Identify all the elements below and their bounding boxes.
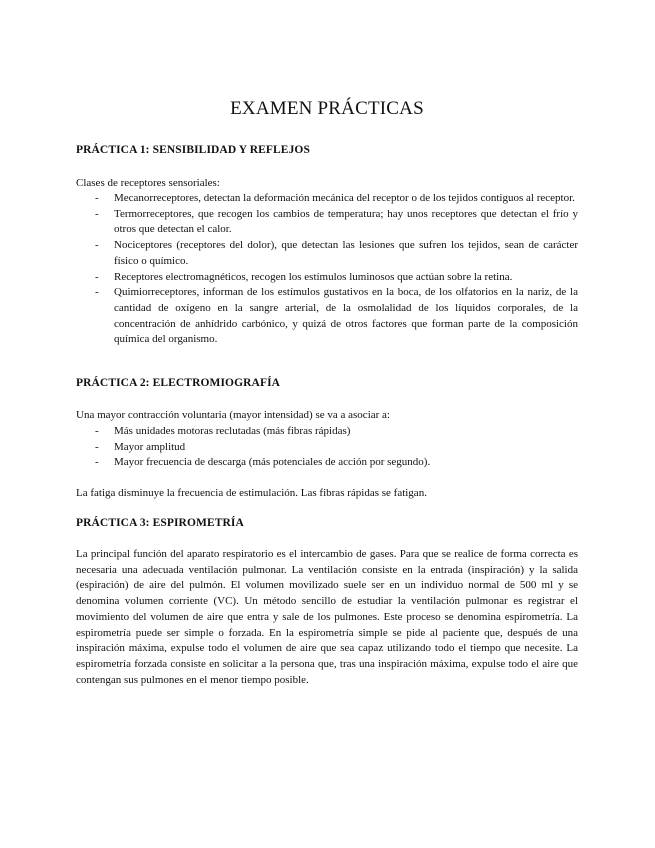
document-title: EXAMEN PRÁCTICAS — [230, 98, 424, 119]
list-item-text: Receptores electromagnéticos, recogen los estímulos luminosos que actúan sobre la retina. — [114, 270, 513, 283]
list-item — [76, 285, 578, 348]
list-marker: - — [95, 239, 99, 252]
section-2-heading: PRÁCTICA 2: ELECTROMIOGRAFÍA — [76, 377, 281, 389]
list-item-text: Termorreceptores, que recogen los cambios de temperatura; hay unos receptores que detectan el frío y otros que detectan el calor. — [114, 207, 578, 236]
list-item-text: Quimiorreceptores, informan de los estímulos gustativos en la boca, de los olfatorios en la nariz, de la cantidad de oxígeno en la sangre arterial, de la osmolalidad de los líquidos corporales, de la concentración de anhídrido carbónico, y quizá de otros factores que forman parte de la composición química del organismo. — [114, 286, 578, 346]
list-item-text: Mecanorreceptores, detectan la deformación mecánica del receptor o de los tejidos contiguos al receptor. — [114, 192, 575, 204]
section-1-intro: Clases de receptores sensoriales: — [76, 177, 220, 189]
list-marker: - — [95, 192, 99, 204]
list-item — [76, 455, 578, 471]
list-marker: - — [95, 270, 99, 283]
section-3-body: La principal función del aparato respiratorio es el intercambio de gases. Para que se realice de forma correcta es necesaria una adecuada ventilación pulmonar. La ventilación consiste en la entrada (inspiración) y la salida (espiración) de aire del pulmón. El volumen movilizado suele ser en un individuo normal de 500 ml y se denomina volumen corriente (VC). Un método sencillo de estudiar la ventilación pulmonar es registrar el movimiento del volumen de aire que entra y sale de los pulmones. Este proceso se denomina espirometría. La espirometría puede ser simple o forzada. En la espirometría simple se pide al paciente que, después de una inspiración máxima, expulse todo el volumen de aire que sea capaz utilizando todo el tiempo que necesite. La espirometría forzada consiste en solicitar a la persona que, tras una inspiración máxima, expulse todo el aire que contengan sus pulmones en el menor tiempo posible. — [76, 548, 578, 686]
section-2-closing: La fatiga disminuye la frecuencia de estimulación. Las fibras rápidas se fatigan. — [76, 487, 427, 499]
section-2-intro: Una mayor contracción voluntaria (mayor intensidad) se va a asociar a: — [76, 409, 390, 421]
list-marker: - — [95, 425, 99, 437]
list-item — [76, 207, 578, 238]
list-marker: - — [95, 286, 99, 299]
list-item — [76, 440, 578, 456]
list-item — [76, 270, 578, 286]
list-item-text: Nociceptores (receptores del dolor), que detectan las lesiones que sufren los tejidos, sean de carácter físico o químico. — [114, 239, 578, 267]
list-item — [76, 238, 578, 269]
receptor-list — [76, 191, 578, 348]
list-item-text: Más unidades motoras reclutadas (más fibras rápidas) — [114, 425, 351, 437]
list-item — [76, 191, 578, 207]
list-marker: - — [95, 440, 99, 453]
section-3-heading: PRÁCTICA 3: ESPIROMETRÍA — [76, 517, 244, 529]
list-marker: - — [95, 207, 99, 220]
list-item-text: Mayor amplitud — [114, 440, 186, 453]
list-marker: - — [95, 456, 99, 469]
section-1-heading: PRÁCTICA 1: SENSIBILIDAD Y REFLEJOS — [76, 144, 310, 156]
list-item — [76, 424, 578, 440]
emg-list — [76, 424, 578, 471]
list-item-text: Mayor frecuencia de descarga (más potenciales de acción por segundo). — [114, 456, 431, 469]
